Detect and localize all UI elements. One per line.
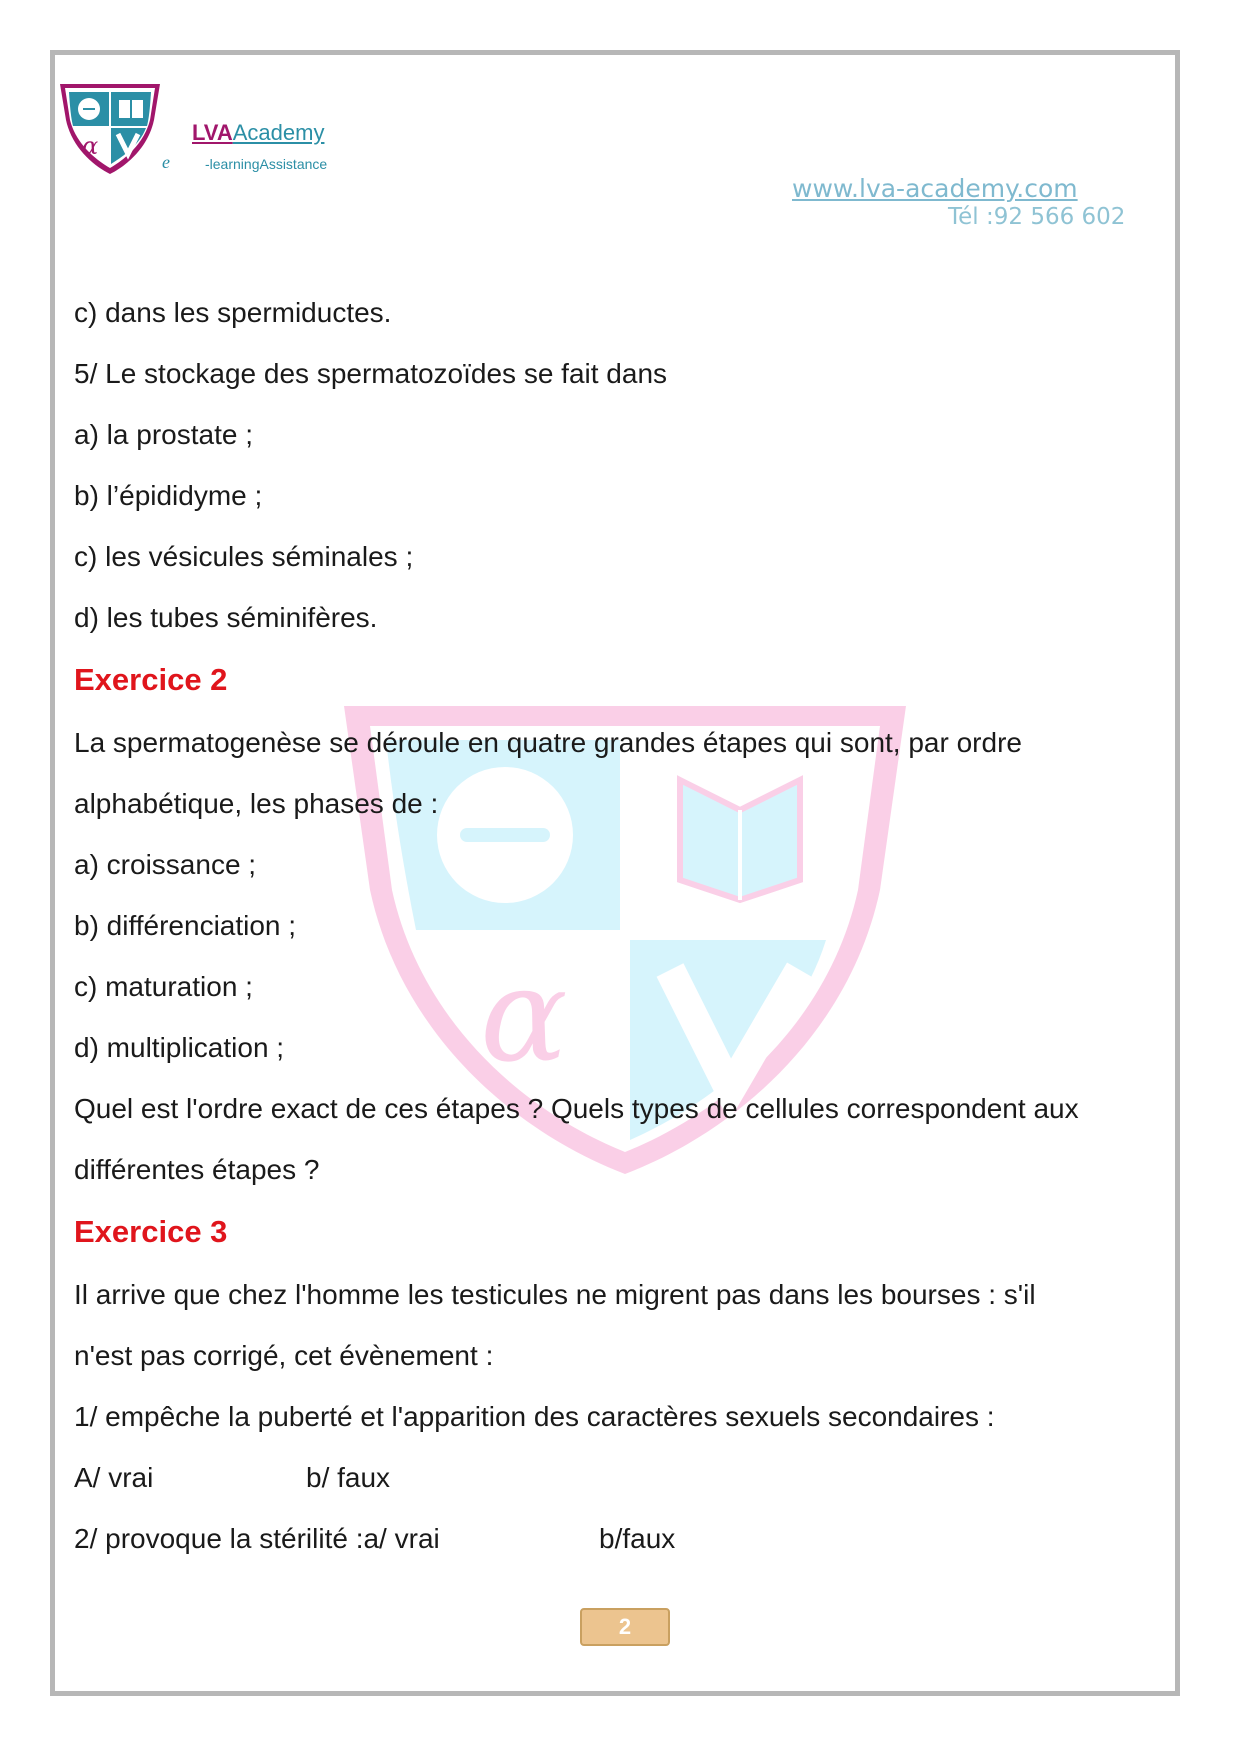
exercise-3-line: Il arrive que chez l'homme les testicules ne migrent pas dans les bourses : s'il — [74, 1279, 1036, 1310]
exercise-2-option-c: c) maturation ; — [74, 971, 253, 1002]
option-b: b) l’épididyme ; — [74, 480, 263, 511]
brand-academy: Academy — [232, 120, 325, 145]
svg-text:α: α — [480, 939, 568, 1091]
phone-number: Tél :92 566 602 — [948, 204, 1126, 230]
text-line: c) dans les spermiductes. — [74, 297, 392, 328]
question-5: 5/ Le stockage des spermatozoïdes se fait dans — [74, 358, 668, 389]
exercise-2-option-b: b) différenciation ; — [74, 910, 297, 941]
exercise-2-option-d: d) multiplication ; — [74, 1032, 285, 1063]
exercise-2-question: différentes étapes ? — [74, 1154, 320, 1185]
exercise-3-question-1: 1/ empêche la puberté et l'apparition des caractères sexuels secondaires : — [74, 1401, 995, 1432]
q2-prompt: 2/ provoque la stérilité :a/ vrai — [74, 1523, 440, 1554]
lva-logo — [56, 78, 166, 178]
exercise-3-line: n'est pas corrigé, cet évènement : — [74, 1340, 494, 1371]
exercise-2-line: alphabétique, les phases de : — [74, 788, 439, 819]
brand-lva: LVA — [192, 120, 233, 145]
brand-name — [192, 122, 324, 144]
exercise-2-option-a: a) croissance ; — [74, 849, 257, 880]
page-number-badge: 2 — [580, 1608, 670, 1646]
brand-tagline: -learningAssistance — [205, 156, 328, 172]
option-a: a) la prostate ; — [74, 419, 253, 450]
q2-option-b: b/faux — [599, 1523, 676, 1554]
option-c: c) les vésicules séminales ; — [74, 541, 414, 572]
exercise-2-line: La spermatogenèse se déroule en quatre grandes étapes qui sont, par ordre — [74, 727, 1022, 758]
q1-option-b: b/ faux — [306, 1462, 391, 1493]
svg-text:α: α — [82, 132, 99, 160]
exercise-3-title: Exercice 3 — [74, 1214, 228, 1249]
document-body — [74, 282, 1164, 1569]
exercise-3-q1-answers — [74, 1447, 1164, 1508]
exercise-2-title: Exercice 2 — [74, 662, 228, 697]
exercise-2-question: Quel est l'ordre exact de ces étapes ? Quels types de cellules correspondent aux — [74, 1093, 1079, 1124]
option-d: d) les tubes séminifères. — [74, 602, 378, 633]
exercise-3-question-2 — [74, 1508, 1164, 1569]
brand-e-letter: e — [162, 152, 170, 172]
website-link[interactable]: www.lva-academy.com — [792, 174, 1078, 203]
q1-option-a: A/ vrai — [74, 1462, 154, 1493]
